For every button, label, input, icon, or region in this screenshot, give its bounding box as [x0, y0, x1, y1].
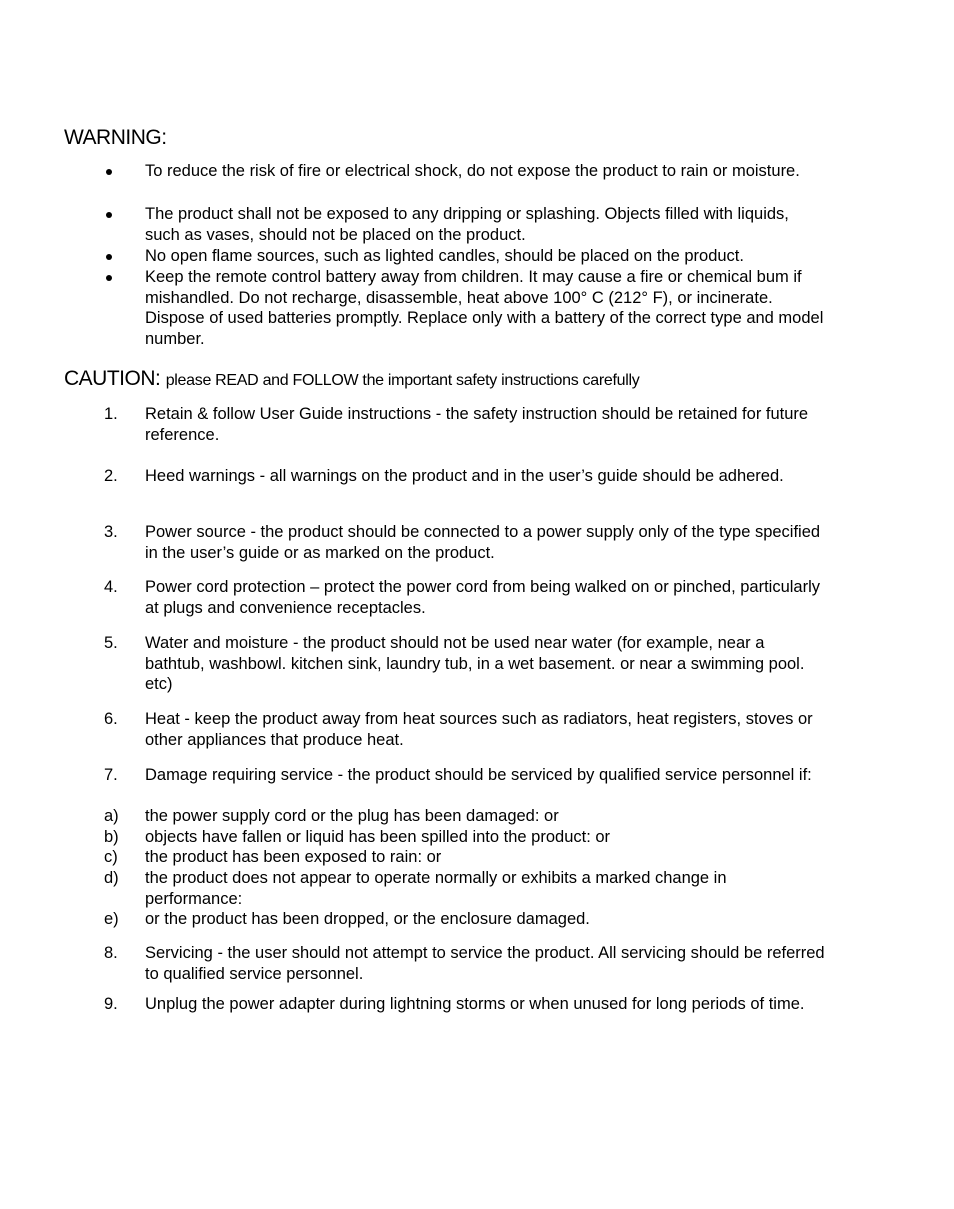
item-text: the product does not appear to operate normally or exhibits a marked change in performance: — [145, 869, 727, 908]
item-text: Damage requiring service - the product should be serviced by qualified service personnel if: — [145, 766, 812, 784]
item-number: 5. — [104, 634, 118, 652]
item-letter: b) — [104, 828, 119, 846]
item-text: Power cord protection – protect the power cord from being walked on or pinched, particularly at plugs and convenience receptacles. — [145, 578, 821, 617]
item-text: Unplug the power adapter during lightning storms or when unused for long periods of time. — [145, 995, 805, 1013]
item-number: 4. — [104, 578, 118, 596]
bullet-icon — [106, 275, 112, 281]
item-number: 1. — [104, 405, 118, 423]
item-number: 6. — [104, 710, 118, 728]
warning-item-text: No open flame sources, such as lighted candles, should be placed on the product. — [145, 247, 744, 265]
item-text: Water and moisture - the product should not be used near water (for example, near a bathtub, washbowl. kitchen sink, laundry tub, in a wet basement. or near a swimming pool. etc) — [145, 634, 805, 693]
item-text: Servicing - the user should not attempt to service the product. All servicing should be referred to qualified service personnel. — [145, 944, 825, 983]
item-letter: c) — [104, 848, 118, 866]
bullet-icon — [106, 254, 112, 260]
warning-item-text: Keep the remote control battery away from children. It may cause a fire or chemical bum if mishandled. Do not recharge, disassemble, heat above 100° C (212° F), or incinerate. Dispose of used batteries promptly. Replace only with a battery of the correct type and model number. — [145, 268, 824, 348]
caution-subheading: please READ and FOLLOW the important safety instructions carefully — [165, 372, 640, 389]
item-letter: d) — [104, 869, 119, 887]
bullet-icon — [106, 212, 112, 218]
item-text: Heat - keep the product away from heat sources such as radiators, heat registers, stoves or other appliances that produce heat. — [145, 710, 813, 749]
warning-item-text: To reduce the risk of fire or electrical shock, do not expose the product to rain or moisture. — [145, 162, 800, 180]
caution-heading — [64, 366, 639, 394]
item-text: Power source - the product should be connected to a power supply only of the type specified in the user’s guide or as marked on the product. — [145, 523, 821, 562]
item-text: Heed warnings - all warnings on the product and in the user’s guide should be adhered. — [145, 467, 784, 485]
item-number: 8. — [104, 944, 118, 962]
item-text: the product has been exposed to rain: or — [145, 848, 442, 866]
item-number: 2. — [104, 467, 118, 485]
warning-item-text: The product shall not be exposed to any dripping or splashing. Objects filled with liquids, such as vases, should not be placed on the product. — [145, 205, 789, 244]
item-letter: e) — [104, 910, 119, 928]
bullet-icon — [106, 169, 112, 175]
item-number: 7. — [104, 766, 118, 784]
item-number: 9. — [104, 995, 118, 1013]
item-text: or the product has been dropped, or the enclosure damaged. — [145, 910, 590, 928]
item-text: objects have fallen or liquid has been spilled into the product: or — [145, 828, 611, 846]
item-number: 3. — [104, 523, 118, 541]
item-text: the power supply cord or the plug has been damaged: or — [145, 807, 559, 825]
warning-heading: WARNING: — [64, 126, 167, 149]
caution-title: CAUTION: — [64, 367, 161, 390]
item-letter: a) — [104, 807, 119, 825]
item-text: Retain & follow User Guide instructions - the safety instruction should be retained for future reference. — [145, 405, 809, 444]
